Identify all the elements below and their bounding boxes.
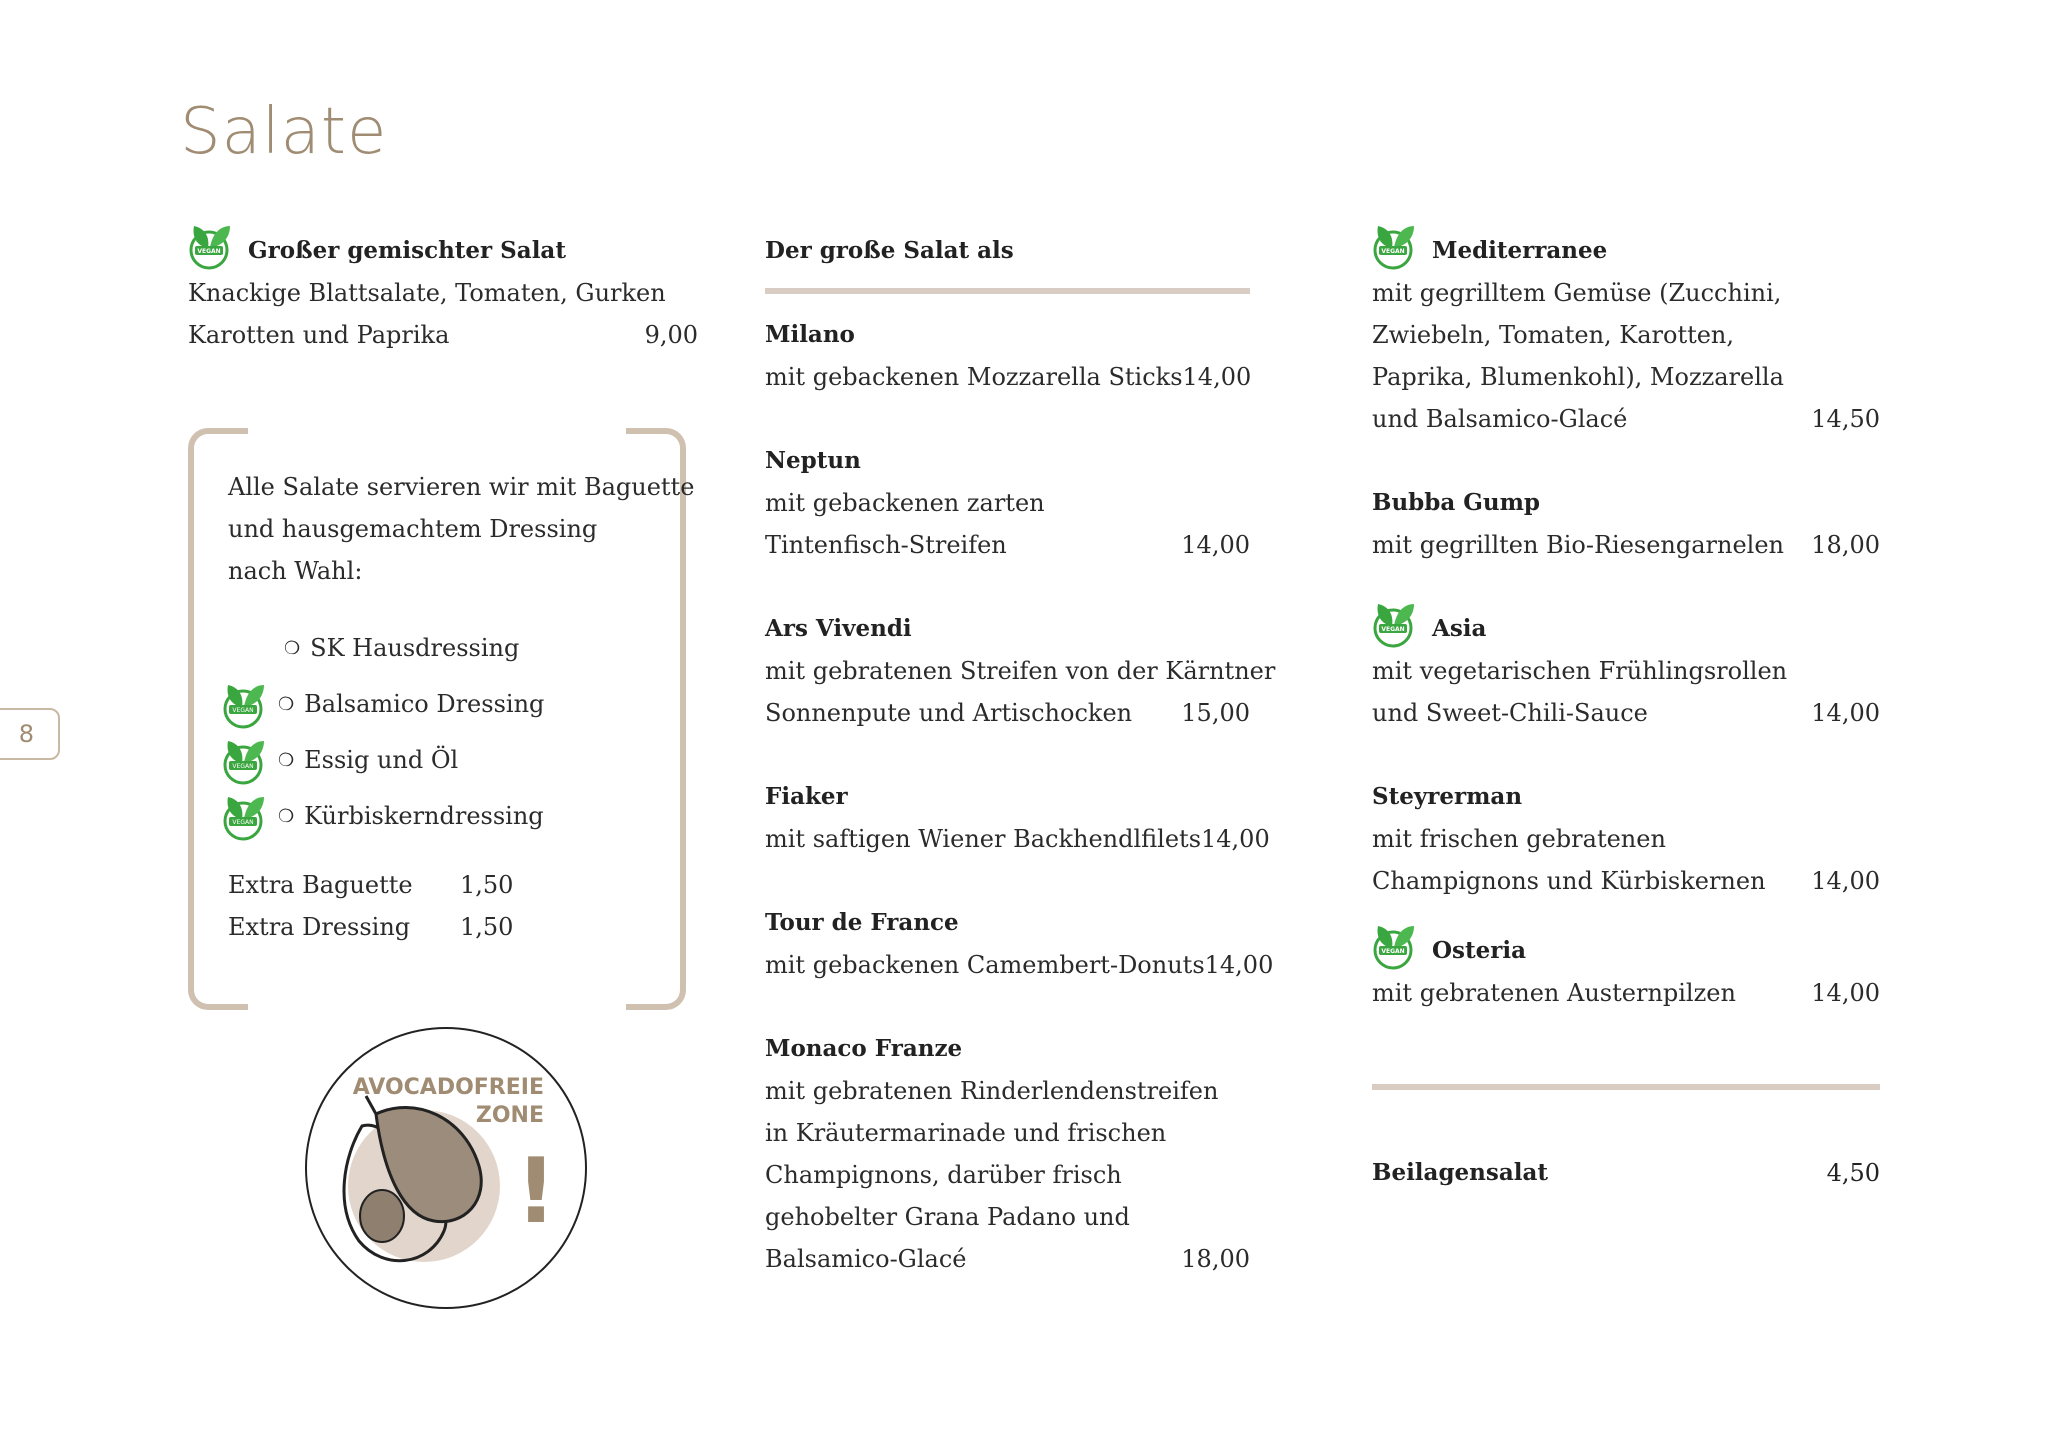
menu-item-name-row: [1372, 230, 1880, 272]
menu-item-price: 18,00: [1181, 1245, 1250, 1273]
dressing-info-box: [188, 428, 695, 1010]
menu-item-name: Osteria: [1432, 937, 1526, 964]
dressing-option: [232, 788, 668, 844]
menu-item: [1372, 482, 1880, 566]
menu-item-price: 14,00: [1182, 363, 1252, 391]
menu-item-price: 4,50: [1826, 1159, 1880, 1187]
svg-text:VEGAN: VEGAN: [232, 819, 254, 826]
badge-line1: AVOCADOFREIE: [352, 1075, 544, 1100]
badge-exclamation: !: [515, 1139, 557, 1244]
extra-name: Extra Dressing: [228, 913, 411, 941]
svg-text:VEGAN: VEGAN: [197, 248, 221, 255]
right-column: [1372, 230, 1880, 1194]
menu-item-description: Tintenfisch-Streifen: [765, 531, 1007, 559]
menu-item-description: Champignons und Kürbiskernen: [1372, 867, 1766, 895]
dressing-option-label: Kürbiskerndressing: [304, 802, 544, 830]
menu-item-description: mit gebackenen Mozzarella Sticks: [765, 363, 1183, 391]
menu-item-price-line: [765, 356, 1250, 398]
menu-item-name: Bubba Gump: [1372, 489, 1541, 516]
menu-item: [1372, 776, 1880, 902]
page-title: Salate: [180, 95, 388, 169]
info-text: nach Wahl:: [228, 557, 363, 585]
dressing-option: [232, 732, 668, 788]
avocado-free-badge: [304, 1026, 588, 1310]
dressing-info-content: [228, 466, 695, 948]
menu-item-description: Champignons, darüber frisch: [765, 1161, 1122, 1189]
menu-item-description: und Balsamico-Glacé: [1372, 405, 1628, 433]
menu-item-price-line: [765, 944, 1274, 986]
menu-item-price-line: [1372, 692, 1880, 734]
menu-item-description: Paprika, Blumenkohl), Mozzarella: [1372, 363, 1784, 391]
menu-item-price: 18,00: [1811, 531, 1880, 559]
dressing-options: [228, 620, 668, 844]
bullet-icon: ❍: [278, 805, 295, 827]
bullet-icon: ❍: [278, 693, 295, 715]
menu-item: [188, 230, 698, 356]
menu-item-price: 14,00: [1811, 979, 1880, 1007]
menu-item: [765, 1028, 1250, 1280]
menu-item-name: Mediterranee: [1432, 237, 1608, 264]
menu-item: [765, 776, 1270, 860]
menu-item-description: mit gebackenen Camembert-Donuts: [765, 951, 1205, 979]
menu-item-description: mit saftigen Wiener Backhendlfilets: [765, 825, 1202, 853]
menu-item-price: 14,00: [1811, 867, 1880, 895]
menu-item-price-line: [765, 692, 1250, 734]
vegan-leaf-icon: [1366, 596, 1420, 650]
menu-item-price-line: [1372, 398, 1880, 440]
vegan-leaf-icon: [216, 789, 270, 843]
menu-item-description: mit vegetarischen Frühlingsrollen: [1372, 657, 1788, 685]
middle-column: [765, 230, 1276, 1280]
menu-item-name: Milano: [765, 321, 855, 348]
menu-item-description: Sonnenpute und Artischocken: [765, 699, 1133, 727]
bullet-icon: ❍: [284, 637, 301, 659]
info-text: und hausgemachtem Dressing: [228, 515, 598, 543]
menu-item-price-line: [1372, 860, 1880, 902]
menu-item-name-row: [1372, 930, 1880, 972]
menu-item-description: mit gegrilltem Gemüse (Zucchini,: [1372, 279, 1782, 307]
menu-item-price-line: [1372, 524, 1880, 566]
menu-item-description: Zwiebeln, Tomaten, Karotten,: [1372, 321, 1735, 349]
extra-price: 1,50: [460, 913, 514, 941]
menu-item-name: Monaco Franze: [765, 1035, 963, 1062]
info-text: Alle Salate servieren wir mit Baguette: [228, 473, 695, 501]
menu-item: [1372, 608, 1880, 734]
menu-item-name: Ars Vivendi: [765, 615, 912, 642]
menu-item-description: mit frischen gebratenen: [1372, 825, 1666, 853]
menu-item-price: 9,00: [644, 321, 698, 349]
menu-item-name-row: [188, 230, 698, 272]
extra-row: [228, 906, 668, 948]
svg-text:VEGAN: VEGAN: [232, 707, 254, 714]
dressing-option-label: Essig und Öl: [304, 746, 459, 774]
vegan-leaf-icon: [1366, 918, 1420, 972]
menu-item-description: Karotten und Paprika: [188, 321, 450, 349]
menu-item: [1372, 930, 1880, 1014]
menu-item-name-row: [1372, 608, 1880, 650]
menu-item-description: gehobelter Grana Padano und: [765, 1203, 1130, 1231]
svg-text:VEGAN: VEGAN: [1381, 626, 1405, 633]
menu-item: [765, 440, 1250, 566]
menu-item-description: mit gebratenen Austernpilzen: [1372, 979, 1736, 1007]
menu-item-price: 14,00: [1181, 531, 1250, 559]
menu-item-price: 14,00: [1204, 951, 1274, 979]
dressing-option-label: SK Hausdressing: [310, 634, 520, 662]
badge-line2: ZONE: [475, 1103, 544, 1128]
page-number-tab: [0, 708, 60, 760]
menu-item: [765, 314, 1250, 398]
menu-item-price-line: [765, 524, 1250, 566]
page-number: 8: [18, 720, 34, 748]
menu-item-name: Asia: [1432, 615, 1487, 642]
extra-price: 1,50: [460, 871, 514, 899]
menu-item-price-line: [765, 1238, 1250, 1280]
menu-item-name: Neptun: [765, 447, 861, 474]
vegan-leaf-icon: [216, 733, 270, 787]
extra-name: Extra Baguette: [228, 871, 413, 899]
extra-row: [228, 864, 668, 906]
vegan-leaf-icon: [216, 677, 270, 731]
svg-text:VEGAN: VEGAN: [1381, 948, 1405, 955]
menu-item-price-line: [1372, 972, 1880, 1014]
svg-text:VEGAN: VEGAN: [1381, 248, 1405, 255]
menu-item-price-line: [188, 314, 698, 356]
menu-item-price: 14,50: [1811, 405, 1880, 433]
menu-item: [765, 608, 1276, 734]
section-header: Der große Salat als: [765, 237, 1014, 264]
svg-text:VEGAN: VEGAN: [232, 763, 254, 770]
menu-item: [765, 902, 1274, 986]
menu-item-price: 15,00: [1181, 699, 1250, 727]
menu-item-price: 14,00: [1201, 825, 1270, 853]
side-salad-row: [1372, 1152, 1880, 1194]
menu-item-description: Knackige Blattsalate, Tomaten, Gurken: [188, 279, 666, 307]
menu-item-name: Beilagensalat: [1372, 1159, 1549, 1186]
menu-item-name: Steyrerman: [1372, 783, 1523, 810]
menu-item-description: mit gebackenen zarten: [765, 489, 1045, 517]
vegan-leaf-icon: [182, 218, 236, 272]
bullet-icon: ❍: [278, 749, 295, 771]
menu-item-name: Tour de France: [765, 909, 959, 936]
menu-item-price-line: [765, 818, 1270, 860]
menu-item-description: mit gegrillten Bio-Riesengarnelen: [1372, 531, 1785, 559]
menu-item: [1372, 230, 1880, 440]
menu-item-description: mit gebratenen Streifen von der Kärntner: [765, 657, 1276, 685]
menu-item-name: Großer gemischter Salat: [248, 237, 566, 264]
left-column: [188, 230, 698, 356]
dressing-option: [232, 676, 668, 732]
dressing-option: [278, 620, 668, 676]
menu-item-price: 14,00: [1811, 699, 1880, 727]
menu-item-name: Fiaker: [765, 783, 848, 810]
menu-item-description: Balsamico-Glacé: [765, 1245, 967, 1273]
menu-item-description: und Sweet-Chili-Sauce: [1372, 699, 1648, 727]
dressing-option-label: Balsamico Dressing: [304, 690, 545, 718]
vegan-leaf-icon: [1366, 218, 1420, 272]
menu-item-description: mit gebratenen Rinderlendenstreifen: [765, 1077, 1219, 1105]
menu-item-description: in Kräutermarinade und frischen: [765, 1119, 1167, 1147]
